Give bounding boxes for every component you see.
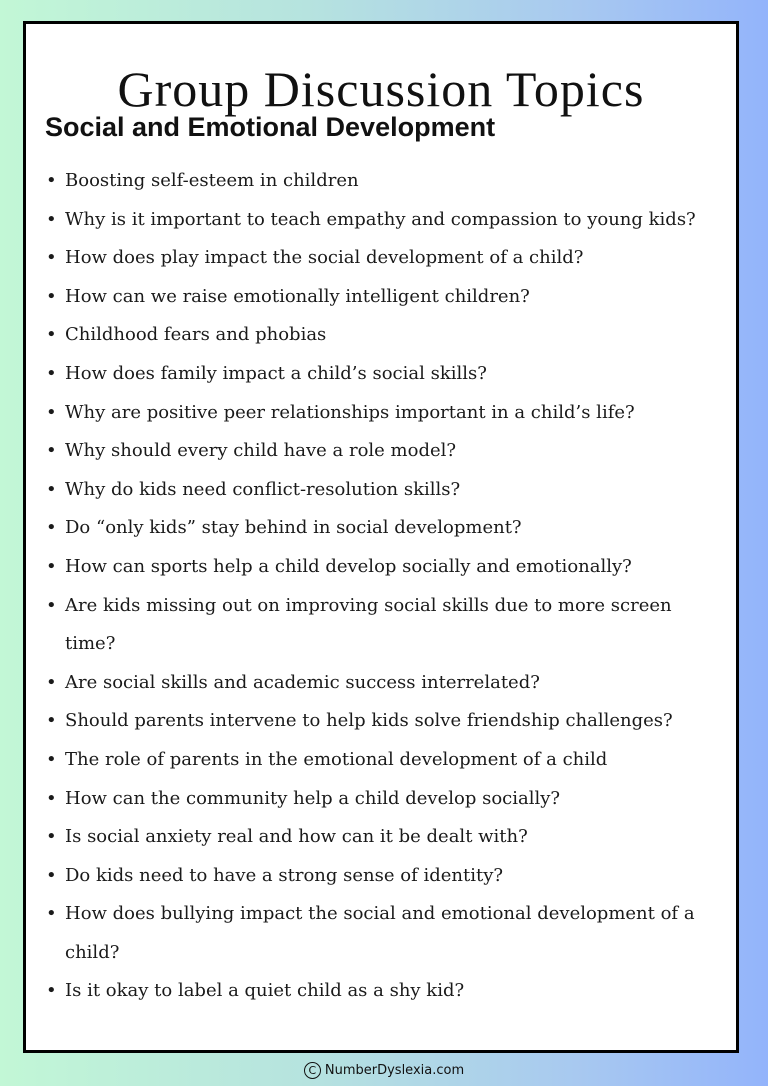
topic-text: Boosting self-esteem in children: [65, 170, 359, 191]
topic-text: Childhood fears and phobias: [65, 324, 327, 346]
topic-item: [42, 895, 722, 972]
bullet-icon: •: [46, 285, 57, 307]
topic-item: [42, 239, 722, 278]
bullet-icon: •: [46, 826, 57, 848]
topic-item: [42, 702, 722, 741]
footer-text: NumberDyslexia.com: [324, 1063, 465, 1078]
topic-text: Why are positive peer relationships important in a child’s life?: [65, 401, 635, 423]
topic-item: [42, 471, 722, 510]
topic-list: [42, 162, 722, 1011]
topic-text: How can sports help a child develop socially and emotionally?: [65, 555, 632, 577]
bullet-icon: •: [46, 710, 57, 732]
topic-item: [42, 509, 722, 548]
topic-text: How can we raise emotionally intelligent children?: [65, 285, 530, 307]
topic-text: How does bullying impact the social and emotional development of a child?: [65, 903, 695, 963]
topic-text: Do “only kids” stay behind in social development?: [65, 517, 522, 539]
topic-item: [42, 162, 722, 201]
section-heading: Social and Emotional Development: [45, 112, 496, 142]
topic-text: Should parents intervene to help kids solve friendship challenges?: [65, 710, 673, 732]
topic-text: How does family impact a child’s social skills?: [65, 362, 487, 384]
topic-text: How can the community help a child develop socially?: [65, 787, 561, 809]
topic-item: [42, 818, 722, 857]
page-title: Group Discussion Topics: [117, 61, 645, 117]
bullet-icon: •: [46, 362, 57, 384]
bullet-icon: •: [46, 555, 57, 577]
bullet-icon: •: [46, 247, 57, 269]
topic-text: Are kids missing out on improving social skills due to more screen time?: [65, 594, 672, 655]
topic-item: [42, 432, 722, 471]
bullet-icon: •: [46, 517, 57, 539]
topic-text: The role of parents in the emotional development of a child: [65, 748, 608, 770]
topic-item: [42, 587, 722, 664]
bullet-icon: •: [46, 903, 57, 925]
topic-item: [42, 741, 722, 780]
topic-text: Is social anxiety real and how can it be dealt with?: [65, 826, 528, 848]
topic-text: Why is it important to teach empathy and compassion to young kids?: [65, 208, 696, 230]
worksheet-card: [23, 21, 739, 1053]
topic-text: Are social skills and academic success interrelated?: [65, 671, 540, 693]
bullet-icon: •: [46, 401, 57, 423]
topic-text: How does play impact the social development of a child?: [65, 247, 584, 269]
topic-item: [42, 548, 722, 587]
bullet-icon: •: [46, 324, 57, 346]
topic-item: [42, 355, 722, 394]
topic-item: [42, 394, 722, 433]
bullet-icon: •: [46, 440, 57, 462]
bullet-icon: •: [46, 478, 57, 500]
topic-item: [42, 278, 722, 317]
bullet-icon: •: [46, 170, 57, 191]
topic-item: [42, 201, 722, 240]
topic-text: Is it okay to label a quiet child as a shy kid?: [65, 980, 465, 1002]
bullet-icon: •: [46, 671, 57, 693]
topic-item: [42, 780, 722, 819]
copyright-icon: C: [304, 1062, 321, 1079]
bullet-icon: •: [46, 748, 57, 770]
bullet-icon: •: [46, 787, 57, 809]
bullet-icon: •: [46, 208, 57, 230]
bullet-icon: •: [46, 594, 57, 616]
topic-item: [42, 664, 722, 703]
topic-text: Why do kids need conflict-resolution skills?: [65, 478, 461, 500]
topic-text: Why should every child have a role model?: [65, 440, 457, 462]
topic-item: [42, 316, 722, 355]
topic-item: [42, 857, 722, 896]
topic-text: Do kids need to have a strong sense of identity?: [65, 864, 504, 886]
bullet-icon: •: [46, 980, 57, 1002]
topic-item: [42, 972, 722, 1011]
footer-credit: [0, 1062, 768, 1079]
bullet-icon: •: [46, 864, 57, 886]
